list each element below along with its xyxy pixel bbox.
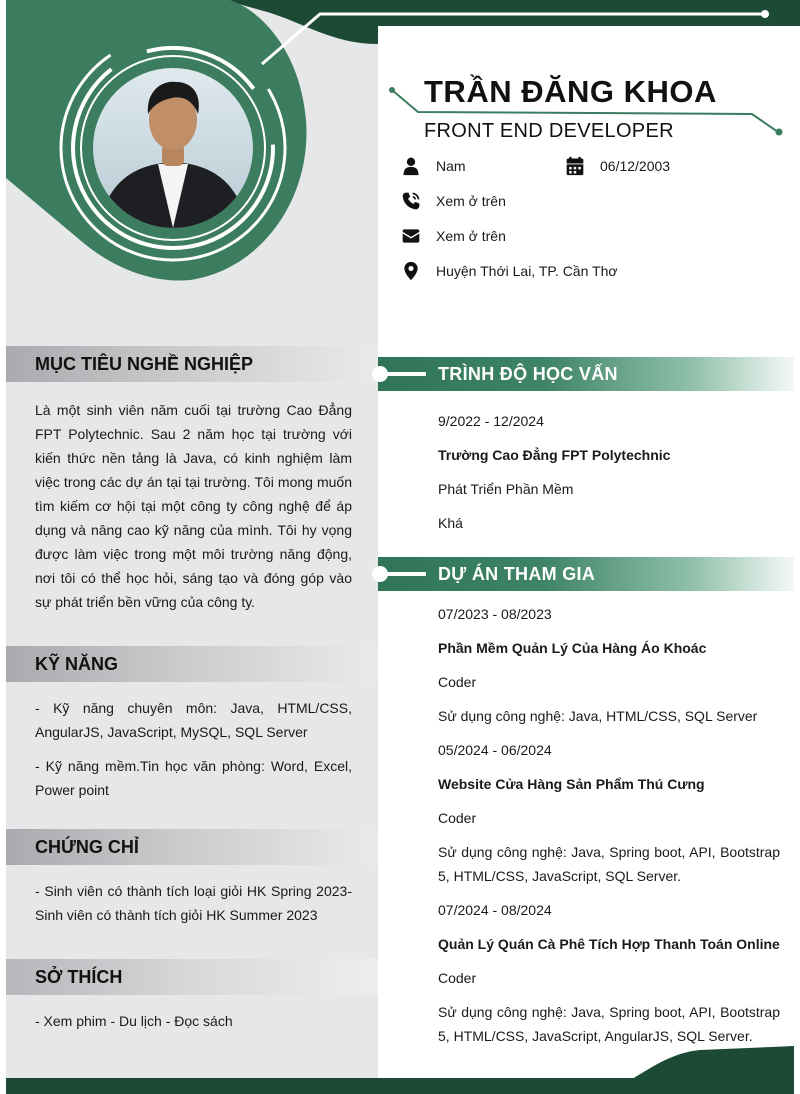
education-school: Trường Cao Đẳng FPT Polytechnic	[438, 447, 671, 463]
header-connector-dot	[372, 566, 388, 582]
person-icon	[400, 155, 422, 177]
email-value: Xem ở trên	[436, 228, 506, 244]
header-connector-line	[386, 572, 426, 576]
gender-value: Nam	[436, 158, 466, 174]
location-pin-icon	[400, 260, 422, 282]
project-period: 07/2023 - 08/2023	[438, 606, 552, 622]
project-period: 07/2024 - 08/2024	[438, 902, 552, 918]
project-name: Website Cửa Hàng Sản Phẩm Thú Cưng	[438, 776, 705, 792]
gender-row	[400, 155, 466, 177]
candidate-name: TRẦN ĐĂNG KHOA	[424, 74, 717, 109]
project-name: Quản Lý Quán Cà Phê Tích Hợp Thanh Toán Online	[438, 936, 780, 952]
education-title: TRÌNH ĐỘ HỌC VẤN	[438, 363, 618, 384]
hobbies-header: SỞ THÍCH	[6, 959, 378, 995]
candidate-role: FRONT END DEVELOPER	[424, 120, 674, 142]
objective-text: Là một sinh viên năm cuối tại trường Cao Đẳng FPT Polytechnic. Sau 2 năm học tại trường với kiến thức nền tảng là Java, có kinh nghiệm làm việc trong các dự án tại tại trường. Tôi mong muốn tìm kiếm cơ hội tại một công ty công nghệ để áp dụng và nâng cao kỹ năng của mình. Tôi hy vọng được làm việc trong một môi trường năng động, nơi tôi có thể học hỏi, sáng tạo và đóng góp vào sự phát triển bền vững của công ty.	[35, 402, 352, 610]
project-tech: Sử dụng công nghệ: Java, HTML/CSS, SQL Server	[438, 708, 758, 724]
project-role: Coder	[438, 810, 477, 826]
project-role: Coder	[438, 674, 477, 690]
education-major: Phát Triển Phần Mềm	[438, 481, 574, 497]
address-row	[400, 260, 618, 282]
header-connector-line	[386, 372, 426, 376]
certificates-text: - Sinh viên có thành tích loại giỏi HK Spring 2023- Sinh viên có thành tích giỏi HK Summer 2023	[35, 883, 352, 923]
hobbies-text: - Xem phim - Du lịch - Đọc sách	[35, 1013, 233, 1029]
project-tech: Sử dụng công nghệ: Java, Spring boot, API, Bootstrap 5, HTML/CSS, JavaScript, AngularJS, SQL Server.	[438, 1004, 780, 1044]
projects-title: DỰ ÁN THAM GIA	[438, 563, 596, 584]
skills-item: - Kỹ năng mềm.Tin học văn phòng: Word, Excel, Power point	[35, 758, 352, 798]
project-tech: Sử dụng công nghệ: Java, Spring boot, API, Bootstrap 5, HTML/CSS, JavaScript, SQL Server.	[438, 844, 780, 884]
project-period: 05/2024 - 06/2024	[438, 742, 552, 758]
projects-header	[378, 557, 794, 591]
education-grade: Khá	[438, 515, 463, 531]
phone-icon	[400, 190, 422, 212]
project-name: Phần Mềm Quản Lý Của Hàng Áo Khoác	[438, 640, 707, 656]
profile-photo	[88, 68, 258, 228]
header-connector-dot	[372, 366, 388, 382]
email-row	[400, 225, 506, 247]
certificates-header: CHỨNG CHỈ	[6, 829, 378, 865]
skills-header: KỸ NĂNG	[6, 646, 378, 682]
phone-value: Xem ở trên	[436, 193, 506, 209]
envelope-icon	[400, 225, 422, 247]
education-period: 9/2022 - 12/2024	[438, 413, 544, 429]
calendar-icon	[564, 155, 586, 177]
project-role: Coder	[438, 970, 477, 986]
education-header	[378, 357, 794, 391]
birthdate-value: 06/12/2003	[600, 158, 671, 174]
address-value: Huyện Thới Lai, TP. Cần Thơ	[436, 263, 618, 279]
skills-item: - Kỹ năng chuyên môn: Java, HTML/CSS, AngularJS, JavaScript, MySQL, SQL Server	[35, 700, 352, 740]
objective-header: MỤC TIÊU NGHỀ NGHIỆP	[6, 346, 378, 382]
footer-bar	[6, 1078, 794, 1094]
phone-row	[400, 190, 506, 212]
birthdate-row	[564, 155, 670, 177]
